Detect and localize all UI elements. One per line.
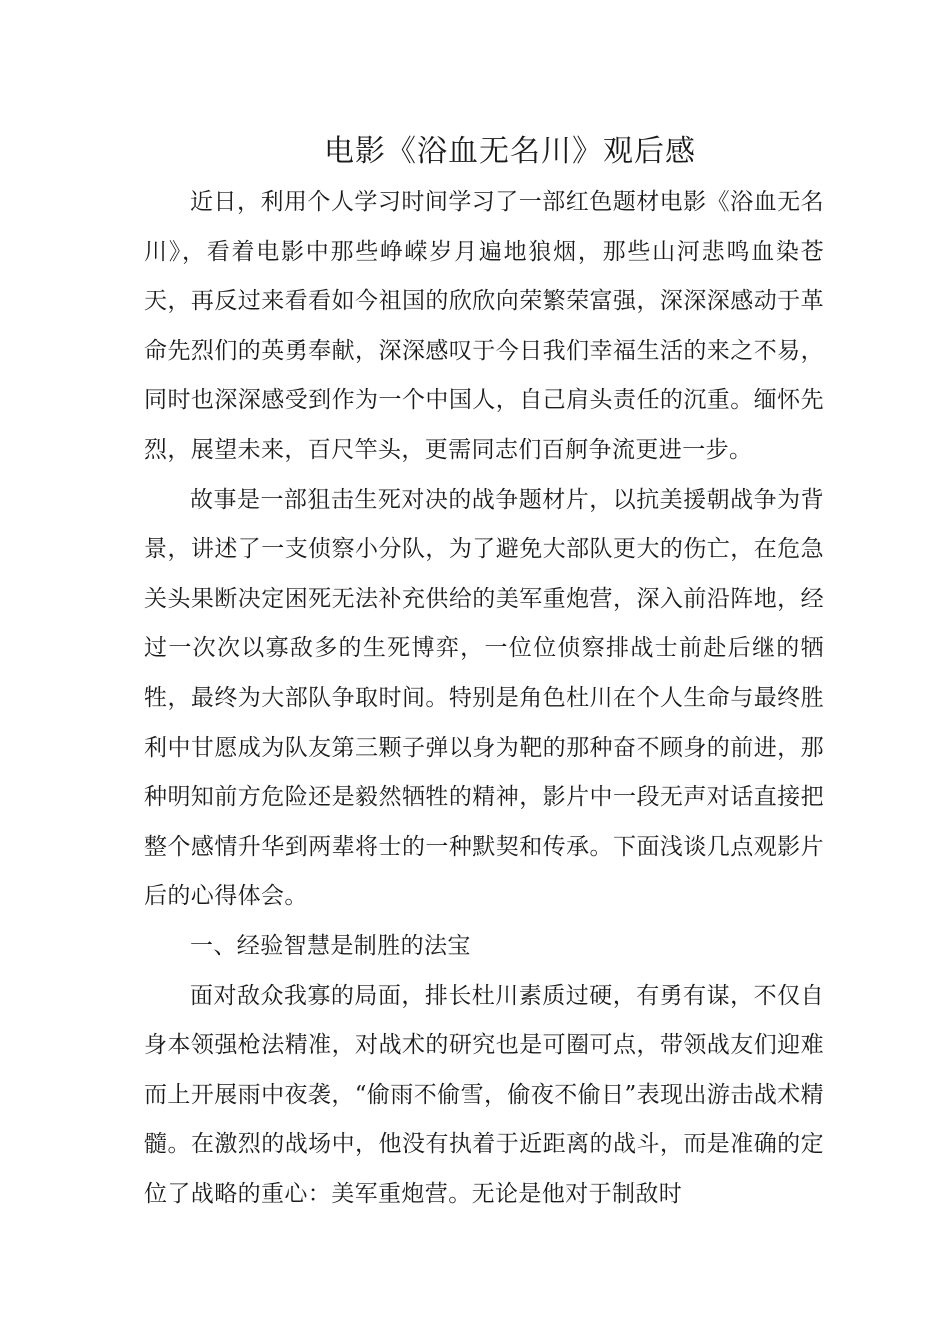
document-body: [144, 178, 824, 1219]
paragraph-intro: 近日，利用个人学习时间学习了一部红色题材电影《浴血无名川》，看着电影中那些峥嵘岁月遍地狼烟，那些山河悲鸣血染苍天，再反过来看看如今祖国的欣欣向荣繁荣富强，深深深感动于革命先烈们的英勇奉献，深深感叹于今日我们幸福生活的来之不易，同时也深深感受到作为一个中国人，自己肩头责任的沉重。缅怀先烈，展望未来，百尺竿头，更需同志们百舸争流更进一步。: [144, 189, 824, 463]
document-title: 电影《浴血无名川》观后感: [324, 134, 696, 169]
paragraph-story: 故事是一部狙击生死对决的战争题材片，以抗美援朝战争为背景，讲述了一支侦察小分队，为了避免大部队更大的伤亡，在危急关头果断决定困死无法补充供给的美军重炮营，深入前沿阵地，经过一次次以寡敌多的生死博弈，一位位侦察排战士前赴后继的牺牲，最终为大部队争取时间。特别是角色杜川在个人生命与最终胜利中甘愿成为队友第三颗子弹以身为靶的那种奋不顾身的前进，那种明知前方危险还是毅然牺牲的精神，影片中一段无声对话直接把整个感情升华到两辈将士的一种默契和传承。下面浅谈几点观影片后的心得体会。: [144, 486, 824, 910]
paragraph-section-one: 面对敌众我寡的局面，排长杜川素质过硬，有勇有谋，不仅自身本领强枪法精准，对战术的研究也是可圈可点，带领战友们迎难而上开展雨中夜袭，“偷雨不偷雪，偷夜不偷日”表现出游击战术精髓。在激烈的战场中，他没有执着于近距离的战斗，而是准确的定位了战略的重心：美军重炮营。无论是他对于制敌时: [144, 982, 824, 1207]
section-heading: 一、经验智慧是制胜的法宝: [190, 932, 471, 959]
